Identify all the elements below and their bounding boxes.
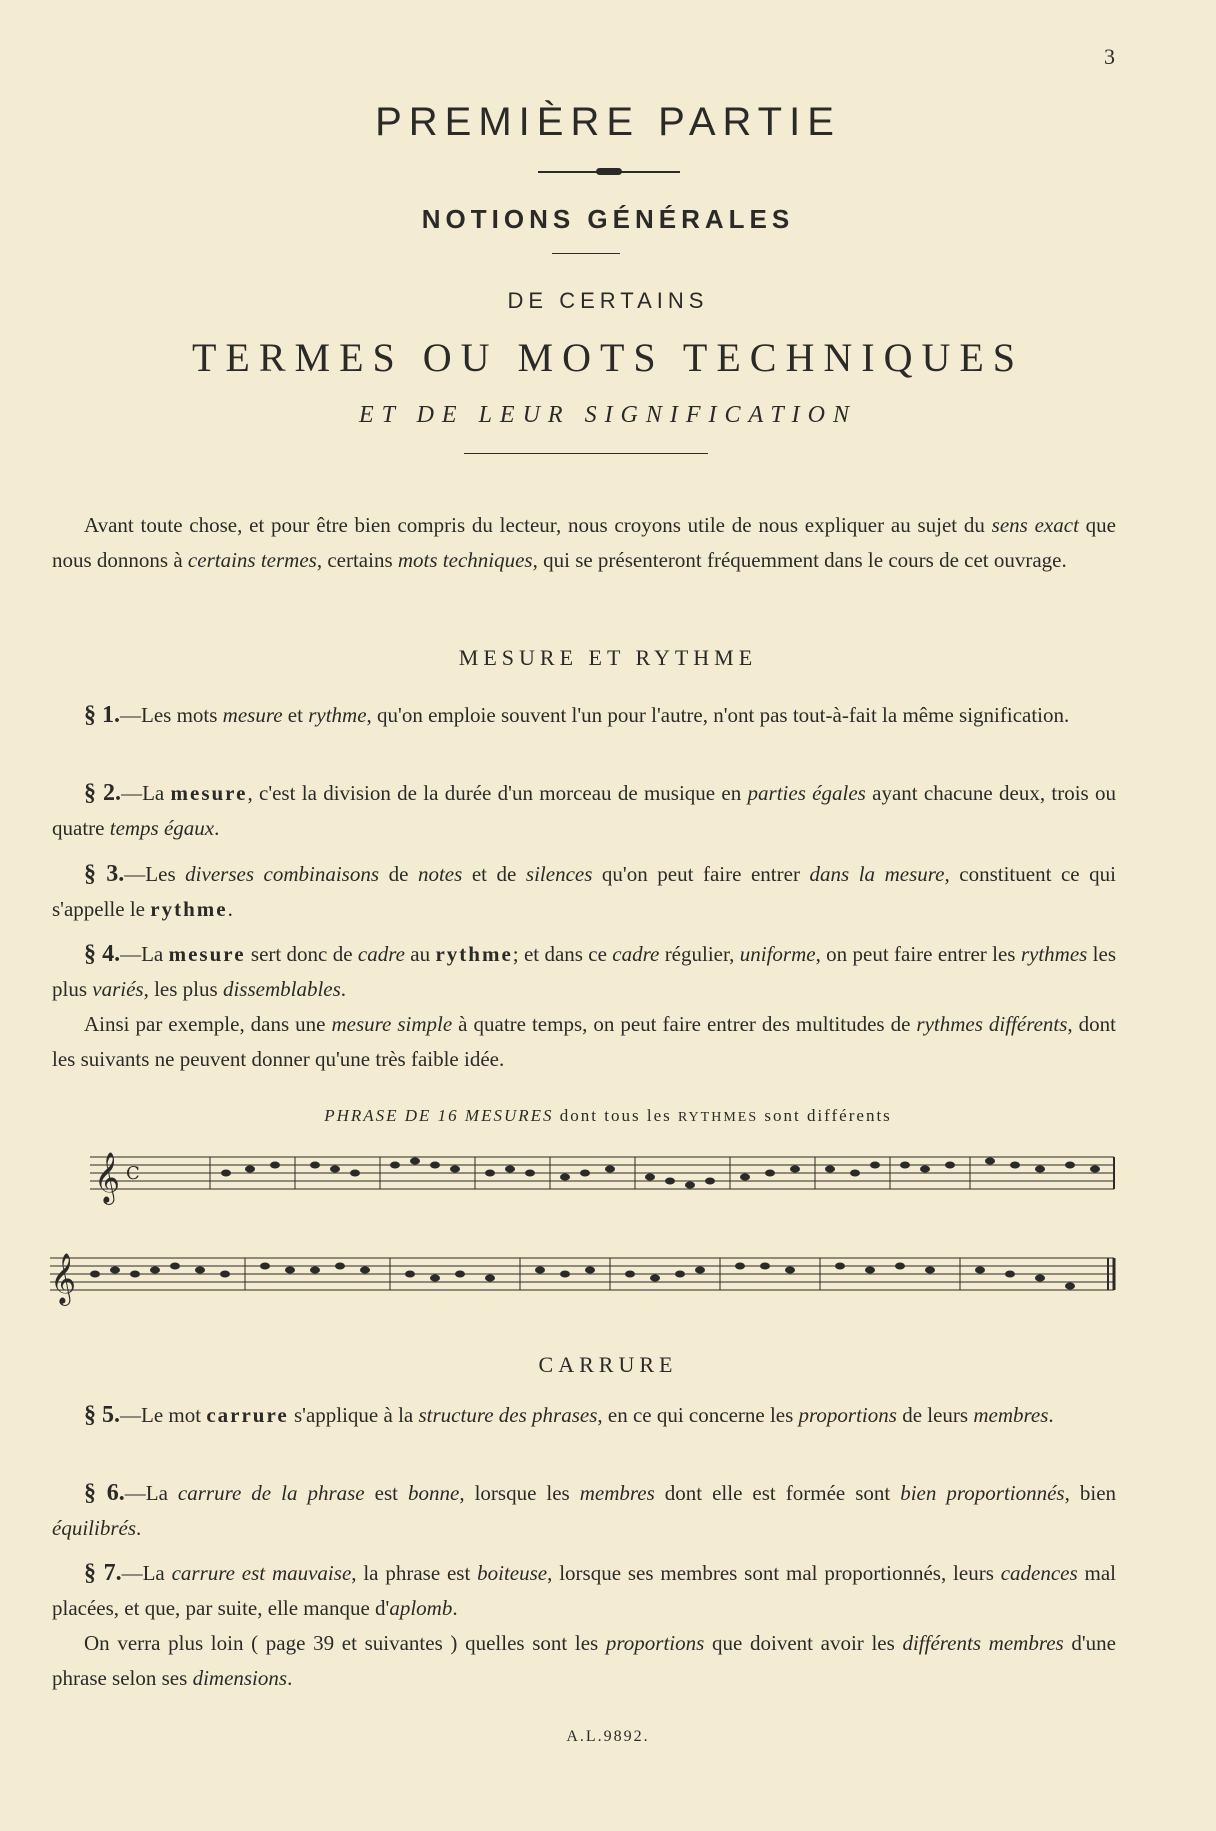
paragraph-5: § 5.—Le mot carrure s'applique à la structure des phrases, en ce qui concerne les proportions de leurs membres. [84, 1402, 1054, 1428]
intro-paragraph: Avant toute chose, et pour être bien compris du lecteur, nous croyons utile de nous expliquer au sujet du sens exact que nous donnons à certains termes, certains mots techniques, qui se présenteront fréquemment dans le cours de cet ouvrage. [52, 513, 1116, 572]
section-title-carrure: CARRURE [538, 1352, 678, 1377]
paragraph-6: § 6.—La carrure de la phrase est bonne, lorsque les membres dont elle est formée sont bien proportionnés, bien équilibrés. [52, 1480, 1117, 1540]
part-title: PREMIÈRE PARTIE [375, 100, 841, 144]
svg-text:𝄞: 𝄞 [50, 1253, 77, 1304]
subtitle-rule [552, 253, 620, 254]
heading-italic: ET DE LEUR SIGNIFICATION [359, 402, 857, 428]
section-title-mesure: MESURE ET RYTHME [458, 645, 758, 670]
heading-big: TERMES OU MOTS TECHNIQUES [191, 335, 1025, 380]
svg-text:𝄞: 𝄞 [94, 1152, 121, 1203]
section-subtitle: NOTIONS GÉNÉRALES [421, 204, 795, 234]
paragraph-4: § 4.—La mesure sert donc de cadre au rythme; et dans ce cadre régulier, uniforme, on peut faire entrer les rythmes les plus variés, les plus dissemblables. Ainsi par exemple, dans une mesure simple à quatre temps, on peut faire entrer des multitudes de rythmes différents, dont les suivants ne peuvent donner qu'une très faible idée. [52, 941, 1117, 1071]
paragraph-3: § 3.—Les diverses combinaisons de notes et de silences qu'on peut faire entrer dans la mesure, constituent ce qui s'appelle le rythme. [52, 861, 1116, 921]
music-staff-2 [50, 1243, 1120, 1313]
svg-text:C: C [126, 1163, 140, 1184]
music-example-caption: PHRASE DE 16 MESURES dont tous les RYTHMES sont différents [324, 1106, 892, 1125]
page-number: 3 [1104, 44, 1115, 69]
music-staff-1 [90, 1142, 1120, 1212]
heading-rule [464, 453, 708, 454]
paragraph-2: § 2.—La mesure, c'est la division de la durée d'un morceau de musique en parties égales ayant chacune deux, trois ou quatre temps égaux. [52, 780, 1117, 840]
publisher-footer: A.L.9892. [566, 1728, 650, 1745]
ornament-dot [596, 168, 622, 175]
paragraph-1: § 1.—Les mots mesure et rythme, qu'on emploie souvent l'un pour l'autre, n'ont pas tout-à-fait la même signification. [84, 702, 1070, 728]
paragraph-7: § 7.—La carrure est mauvaise, la phrase est boiteuse, lorsque ses membres sont mal proportionnés, leurs cadences mal placées, et que, par suite, elle manque d'aplomb. On verra plus loin ( page 39 et suivantes ) quelles sont les proportions que doivent avoir les différents membres d'une phrase selon ses dimensions. [52, 1560, 1116, 1690]
heading-small: DE CERTAINS [507, 288, 709, 313]
